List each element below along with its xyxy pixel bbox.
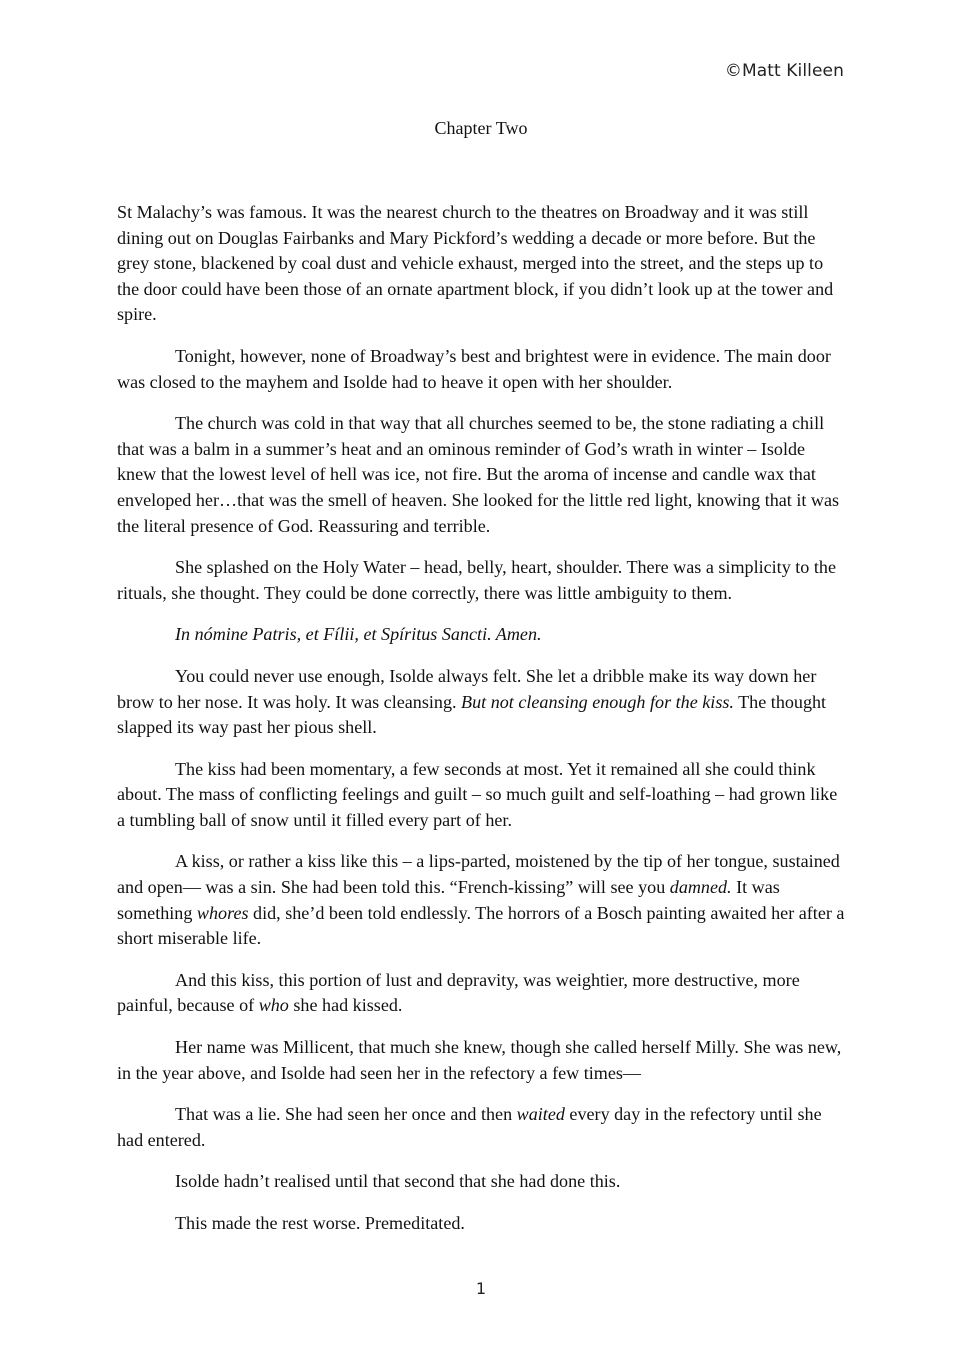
- paragraph: [117, 1102, 847, 1153]
- body-text: [117, 200, 847, 1253]
- page-number: 1: [475, 1279, 487, 1298]
- copyright-header: ©Matt Killeen: [724, 61, 844, 81]
- text-run: she had kissed.: [288, 995, 403, 1016]
- paragraph: The church was cold in that way that all churches seemed to be, the stone radiating a chill that was a balm in a summer’s heat and an ominous reminder of God’s wrath in winter – Isolde knew that the lowest level of hell was ice, not fire. But the aroma of incense and candle wax that enveloped her…that was the smell of heaven. She looked for the little red light, knowing that it was the literal presence of God. Reassuring and terrible.: [117, 413, 840, 536]
- chapter-title: Chapter Two: [434, 118, 528, 138]
- paragraph: This made the rest worse. Premeditated.: [175, 1213, 465, 1233]
- paragraph: [117, 664, 847, 741]
- paragraph: Isolde hadn’t realised until that second that she had done this.: [175, 1171, 621, 1192]
- italic-run: damned.: [669, 877, 732, 898]
- latin-prayer: In nómine Patris, et Fílii, et Spíritus Sancti. Amen.: [175, 624, 542, 645]
- paragraph: [117, 849, 847, 951]
- text-run: You could never use enough, Isolde always felt. She let a dribble make its way down her brow to her nose. It was holy. It was cleansing.: [117, 665, 817, 712]
- italic-run: whores: [196, 902, 249, 923]
- paragraph: She splashed on the Holy Water – head, belly, heart, shoulder. There was a simplicity to the rituals, she thought. They could be done correctly, there was little ambiguity to them.: [117, 557, 836, 603]
- text-run: did, she’d been told endlessly. The horrors of a Bosch painting awaited her after a short miserable life.: [117, 902, 845, 949]
- text-run: A kiss, or rather a kiss like this – a lips-parted, moistened by the tip of her tongue, sustained and open— was a sin. She had been told this. “French-kissing” will see you: [117, 851, 840, 898]
- text-run: The thought slapped its way past her pious shell.: [117, 691, 827, 738]
- paragraph: The kiss had been momentary, a few seconds at most. Yet it remained all she could think about. The mass of conflicting feelings and guilt – so much guilt and self-loathing – had grown like a tumbling ball of snow until it filled every part of her.: [117, 758, 838, 830]
- italic-run: But not cleansing enough for the kiss.: [461, 691, 734, 712]
- paragraph: Tonight, however, none of Broadway’s best and brightest were in evidence. The main door was closed to the mayhem and Isolde had to heave it open with her shoulder.: [117, 345, 831, 392]
- text-run: That was a lie. She had seen her once and then: [175, 1104, 517, 1125]
- paragraph: Her name was Millicent, that much she knew, though she called herself Milly. She was new, in the year above, and Isolde had seen her in the refectory a few times—: [117, 1037, 842, 1083]
- paragraph: [117, 968, 847, 1019]
- italic-run: who: [258, 995, 289, 1016]
- text-run: And this kiss, this portion of lust and depravity, was weightier, more destructive, more painful, because of: [117, 969, 800, 1016]
- text-run: every day in the refectory until she had entered.: [117, 1104, 822, 1150]
- text-run: It was something: [117, 877, 780, 923]
- italic-run: waited: [516, 1104, 565, 1125]
- paragraph: St Malachy’s was famous. It was the nearest church to the theatres on Broadway and it was still dining out on Douglas Fairbanks and Mary Pickford’s wedding a decade or more before. But the grey stone, blackened by coal dust and vehicle exhaust, merged into the street, and the steps up to the door could have been those of an ornate apartment block, if you didn’t look up at the tower and spire.: [117, 202, 834, 325]
